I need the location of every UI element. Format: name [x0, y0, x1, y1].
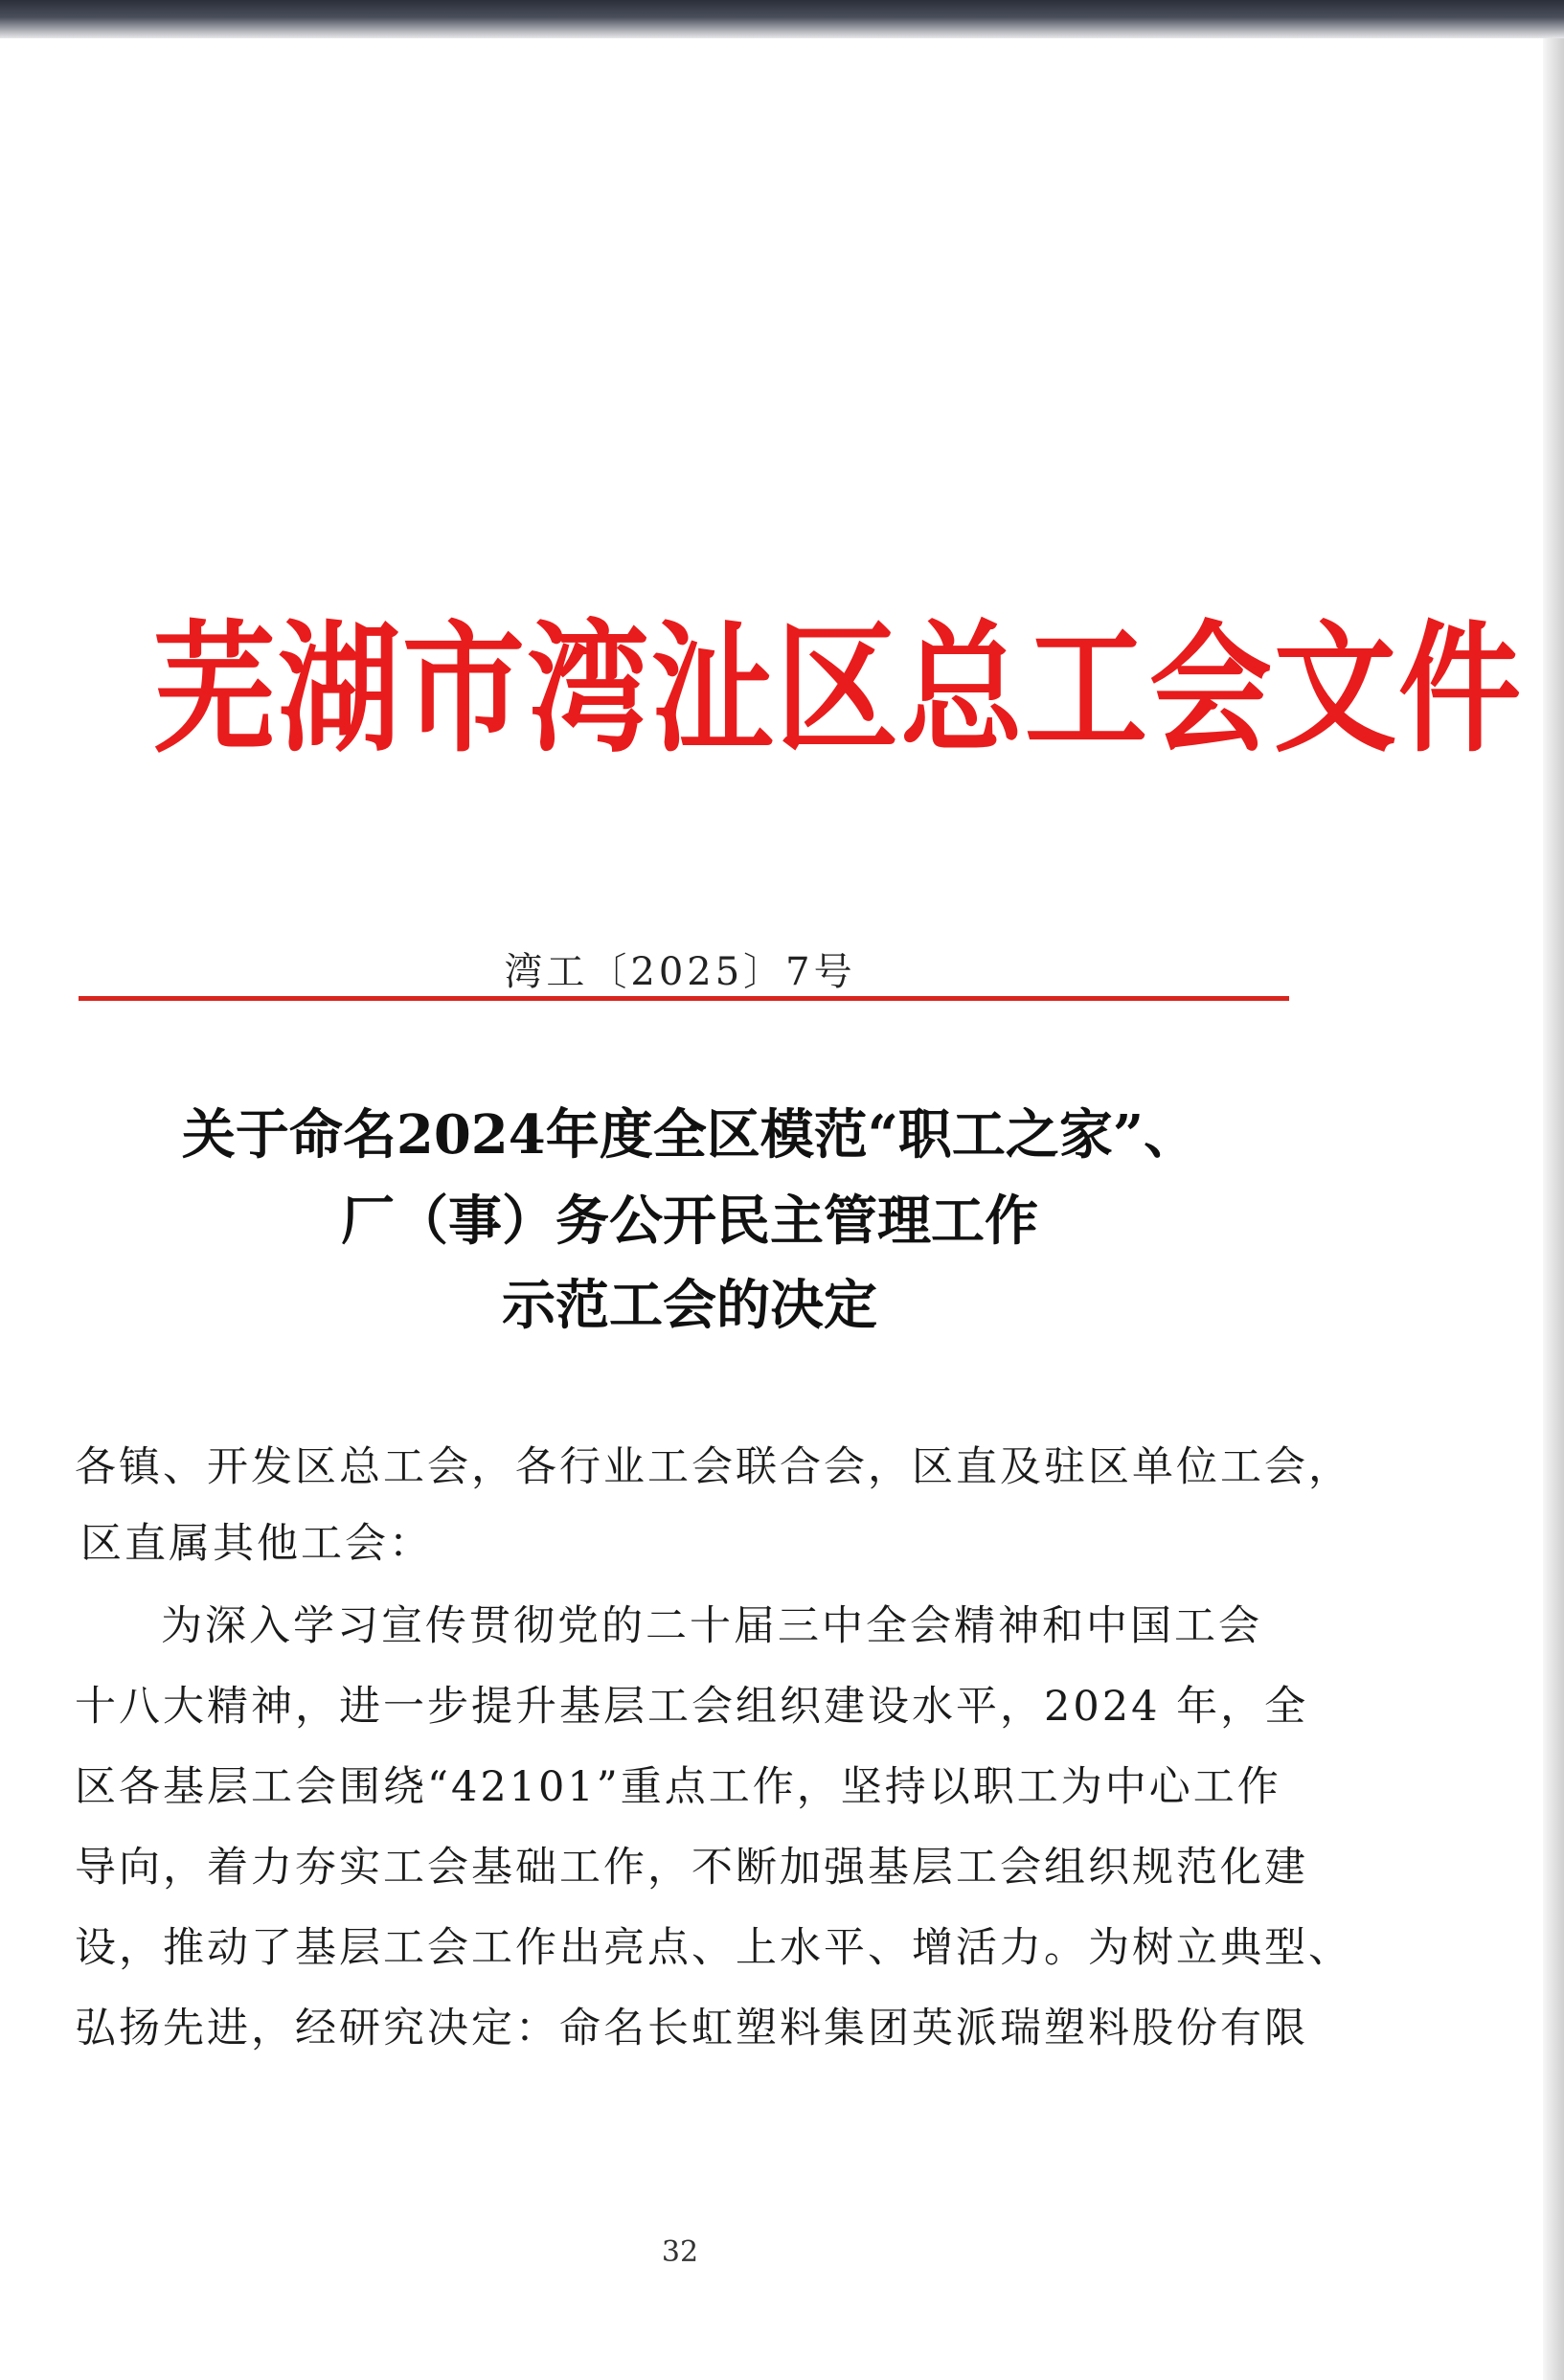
paragraph-line: 为深入学习宣传贯彻党的二十届三中全会精神和中国工会 — [161, 1602, 1262, 1650]
page-number: 32 — [661, 2235, 699, 2269]
paragraph-line: 导向，着力夯实工会基础工作，不断加强基层工会组织规范化建 — [75, 1844, 1308, 1892]
document-number: 湾工〔2025〕7号 — [504, 950, 856, 994]
document-title-line-1: 关于命名2024年度全区模范“职工之家”、 — [181, 1103, 1198, 1167]
paragraph-line: 设，推动了基层工会工作出亮点、上水平、增活力。为树立典型、 — [75, 1924, 1352, 1972]
paragraph-line: 十八大精神，进一步提升基层工会组织建设水平，2024 年，全 — [75, 1683, 1309, 1731]
paragraph-line: 弘扬先进，经研究决定：命名长虹塑料集团英派瑞塑料股份有限 — [75, 2005, 1308, 2052]
addressee-line-1: 各镇、开发区总工会，各行业工会联合会，区直及驻区单位工会， — [75, 1443, 1352, 1491]
paragraph-line: 区各基层工会围绕“42101”重点工作，坚持以职工为中心工作 — [75, 1763, 1281, 1811]
addressee-line-2: 区直属其他工会： — [80, 1520, 433, 1568]
issuer-header: 芜湖市湾沚区总工会文件 — [153, 606, 1524, 773]
document-title-line-3: 示范工会的决定 — [502, 1274, 877, 1337]
document-title-line-2: 厂（事）务公开民主管理工作 — [341, 1190, 1038, 1253]
red-divider-line — [79, 996, 1289, 1001]
